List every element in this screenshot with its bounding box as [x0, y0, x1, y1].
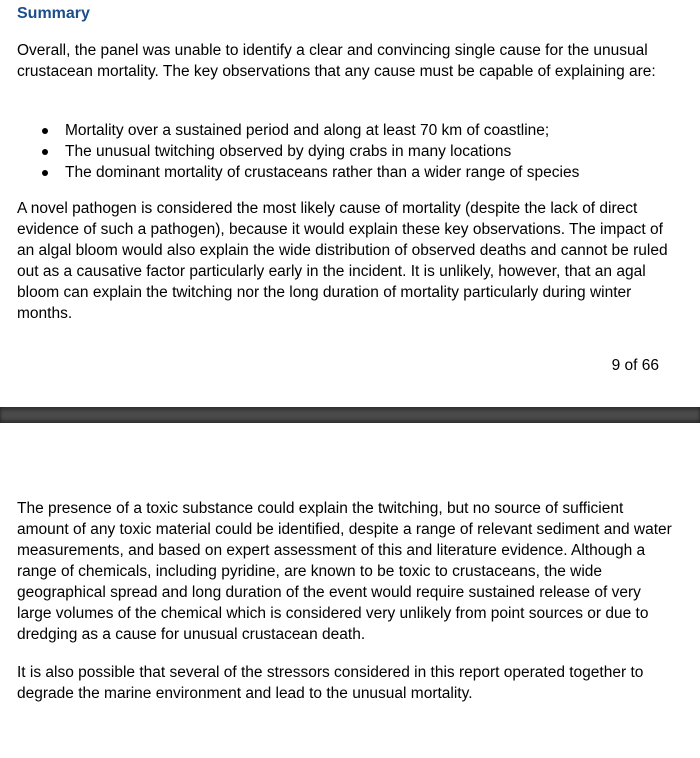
bullet-icon: [42, 128, 48, 134]
bullet-icon: [42, 170, 48, 176]
list-item: [40, 141, 579, 162]
list-item-text: The unusual twitching observed by dying crabs in many locations: [65, 143, 512, 160]
intro-paragraph: Overall, the panel was unable to identify a clear and convincing single cause for the unusual crustacean mortality. The key observations that any cause must be capable of explaining are:: [17, 42, 656, 80]
list-item: [40, 120, 579, 141]
combined-stressors-paragraph: It is also possible that several of the stressors considered in this report operated together to degrade the marine environment and lead to the unusual mortality.: [17, 664, 644, 702]
pathogen-paragraph: A novel pathogen is considered the most likely cause of mortality (despite the lack of direct evidence of such a pathogen), because it would explain these key observations. The impact of an algal bloom would also explain the wide distribution of observed deaths and cannot be ruled out as a causative factor particularly early in the incident. It is unlikely, however, that an agal bloom can explain the twitching nor the long duration of mortality particularly during winter months.: [17, 200, 668, 322]
section-heading: Summary: [17, 5, 90, 22]
page-number: 9 of 66: [611, 357, 659, 374]
toxic-substance-paragraph: The presence of a toxic substance could explain the twitching, but no source of sufficient amount of any toxic material could be identified, despite a range of relevant sediment and water measurements, and based on expert assessment of this and literature evidence. Although a range of chemicals, including pyridine, are known to be toxic to crustaceans, the wide geographical spread and long duration of the event would require sustained release of very large volumes of the chemical which is considered very unlikely from point sources or due to dredging as a cause for unusual crustacean death.: [17, 500, 672, 643]
list-item-text: Mortality over a sustained period and along at least 70 km of coastline;: [65, 122, 550, 139]
key-observations-list: [40, 120, 579, 183]
bullet-icon: [42, 149, 48, 155]
page-separator: [0, 407, 700, 423]
list-item: [40, 162, 579, 183]
document-page-10: [0, 423, 700, 758]
list-item-text: The dominant mortality of crustaceans rather than a wider range of species: [65, 164, 580, 181]
